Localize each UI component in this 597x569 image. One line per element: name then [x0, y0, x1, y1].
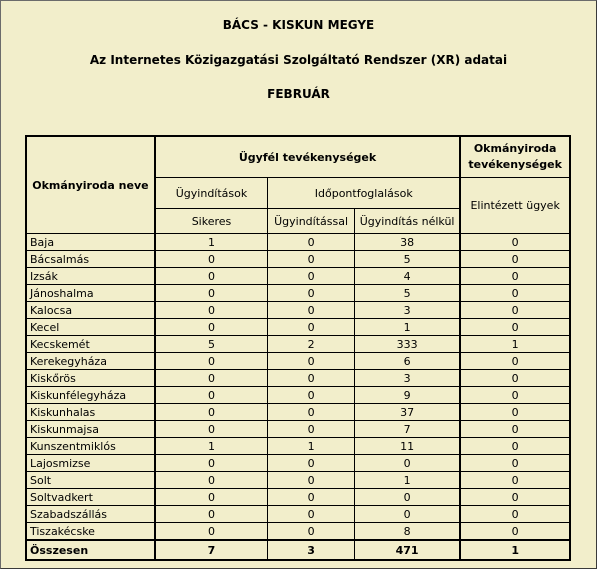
total-row — [26, 540, 570, 560]
completed-cell: 0 — [460, 421, 570, 438]
appointments-header: Időpontfoglalások — [268, 178, 461, 209]
completed-cell: 0 — [460, 251, 570, 268]
without-case-cell: 3 — [354, 370, 460, 387]
completed-cell: 0 — [460, 489, 570, 506]
completed-cell: 0 — [460, 387, 570, 404]
successful-cell: 5 — [155, 336, 268, 353]
without-case-cell: 1 — [354, 472, 460, 489]
statistics-table — [25, 135, 571, 561]
office-name-cell: Tiszakécske — [26, 523, 155, 541]
office-name-cell: Baja — [26, 234, 155, 251]
table-row — [26, 489, 570, 506]
completed-cell: 0 — [460, 353, 570, 370]
office-activities-header: Okmányiroda tevékenységek — [460, 136, 570, 178]
without-case-cell: 333 — [354, 336, 460, 353]
total-label: Összesen — [26, 540, 155, 560]
office-name-cell: Izsák — [26, 268, 155, 285]
office-name-cell: Jánoshalma — [26, 285, 155, 302]
with-case-cell: 2 — [268, 336, 355, 353]
without-case-cell: 37 — [354, 404, 460, 421]
with-case-cell: 0 — [268, 387, 355, 404]
with-case-cell: 0 — [268, 234, 355, 251]
successful-cell: 0 — [155, 472, 268, 489]
with-case-cell: 0 — [268, 404, 355, 421]
without-case-cell: 0 — [354, 506, 460, 523]
table-row — [26, 387, 570, 404]
office-name-cell: Kunszentmiklós — [26, 438, 155, 455]
completed-cell: 0 — [460, 506, 570, 523]
without-case-cell: 7 — [354, 421, 460, 438]
office-name-cell: Bácsalmás — [26, 251, 155, 268]
successful-cell: 1 — [155, 234, 268, 251]
table-row — [26, 234, 570, 251]
successful-cell: 0 — [155, 489, 268, 506]
with-case-cell: 0 — [268, 268, 355, 285]
completed-cell: 0 — [460, 370, 570, 387]
report-subtitle: Az Internetes Közigazgatási Szolgáltató Rendszer (XR) adatai — [89, 53, 508, 67]
office-name-cell: Kerekegyháza — [26, 353, 155, 370]
without-case-header: Ügyindítás nélkül — [354, 209, 460, 234]
without-case-cell: 9 — [354, 387, 460, 404]
completed-cell: 1 — [460, 336, 570, 353]
office-name-cell: Kecskemét — [26, 336, 155, 353]
successful-cell: 0 — [155, 455, 268, 472]
total-without-case: 471 — [354, 540, 460, 560]
office-name-cell: Soltvadkert — [26, 489, 155, 506]
table-row — [26, 336, 570, 353]
total-completed: 1 — [460, 540, 570, 560]
table-row — [26, 285, 570, 302]
table-row — [26, 421, 570, 438]
with-case-cell: 0 — [268, 251, 355, 268]
successful-cell: 1 — [155, 438, 268, 455]
office-name-cell: Kiskunhalas — [26, 404, 155, 421]
successful-header: Sikeres — [155, 209, 268, 234]
without-case-cell: 3 — [354, 302, 460, 319]
office-name-cell: Kiskőrös — [26, 370, 155, 387]
without-case-cell: 38 — [354, 234, 460, 251]
with-case-cell: 0 — [268, 506, 355, 523]
successful-cell: 0 — [155, 302, 268, 319]
table-row — [26, 438, 570, 455]
office-name-cell: Szabadszállás — [26, 506, 155, 523]
completed-cell: 0 — [460, 234, 570, 251]
without-case-cell: 5 — [354, 251, 460, 268]
without-case-cell: 0 — [354, 455, 460, 472]
total-with-case: 3 — [268, 540, 355, 560]
successful-cell: 0 — [155, 285, 268, 302]
with-case-header: Ügyindítással — [268, 209, 355, 234]
successful-cell: 0 — [155, 319, 268, 336]
successful-cell: 0 — [155, 506, 268, 523]
county-title: BÁCS - KISKUN MEGYE — [222, 18, 375, 32]
without-case-cell: 6 — [354, 353, 460, 370]
successful-cell: 0 — [155, 387, 268, 404]
month-title: FEBRUÁR — [267, 87, 330, 101]
successful-cell: 0 — [155, 404, 268, 421]
successful-cell: 0 — [155, 353, 268, 370]
successful-cell: 0 — [155, 251, 268, 268]
completed-cell: 0 — [460, 302, 570, 319]
table-row — [26, 472, 570, 489]
without-case-cell: 0 — [354, 489, 460, 506]
without-case-cell: 1 — [354, 319, 460, 336]
office-name-cell: Kalocsa — [26, 302, 155, 319]
office-name-cell: Solt — [26, 472, 155, 489]
successful-cell: 0 — [155, 523, 268, 541]
successful-cell: 0 — [155, 268, 268, 285]
with-case-cell: 1 — [268, 438, 355, 455]
table-row — [26, 455, 570, 472]
successful-cell: 0 — [155, 421, 268, 438]
with-case-cell: 0 — [268, 455, 355, 472]
with-case-cell: 0 — [268, 421, 355, 438]
completed-cell: 0 — [460, 268, 570, 285]
office-name-cell: Kiskunmajsa — [26, 421, 155, 438]
table-row — [26, 370, 570, 387]
successful-cell: 0 — [155, 370, 268, 387]
with-case-cell: 0 — [268, 472, 355, 489]
total-successful: 7 — [155, 540, 268, 560]
with-case-cell: 0 — [268, 302, 355, 319]
completed-cell: 0 — [460, 455, 570, 472]
completed-cell: 0 — [460, 404, 570, 421]
completed-cases-header: Elintézett ügyek — [460, 178, 570, 234]
table-row — [26, 302, 570, 319]
without-case-cell: 4 — [354, 268, 460, 285]
table-row — [26, 251, 570, 268]
without-case-cell: 5 — [354, 285, 460, 302]
with-case-cell: 0 — [268, 285, 355, 302]
table-row — [26, 353, 570, 370]
table-row — [26, 268, 570, 285]
case-initiations-header: Ügyindítások — [155, 178, 268, 209]
office-name-cell: Kiskunfélegyháza — [26, 387, 155, 404]
with-case-cell: 0 — [268, 353, 355, 370]
table-row — [26, 404, 570, 421]
without-case-cell: 11 — [354, 438, 460, 455]
table-body — [26, 234, 570, 541]
completed-cell: 0 — [460, 285, 570, 302]
completed-cell: 0 — [460, 472, 570, 489]
office-name-cell: Lajosmizse — [26, 455, 155, 472]
office-name-cell: Kecel — [26, 319, 155, 336]
without-case-cell: 8 — [354, 523, 460, 541]
client-activities-header: Ügyfél tevékenységek — [155, 136, 460, 178]
table-row — [26, 523, 570, 541]
completed-cell: 0 — [460, 319, 570, 336]
with-case-cell: 0 — [268, 523, 355, 541]
completed-cell: 0 — [460, 523, 570, 541]
completed-cell: 0 — [460, 438, 570, 455]
with-case-cell: 0 — [268, 489, 355, 506]
table-row — [26, 506, 570, 523]
table-row — [26, 319, 570, 336]
with-case-cell: 0 — [268, 370, 355, 387]
with-case-cell: 0 — [268, 319, 355, 336]
office-name-header: Okmányiroda neve — [26, 136, 155, 234]
